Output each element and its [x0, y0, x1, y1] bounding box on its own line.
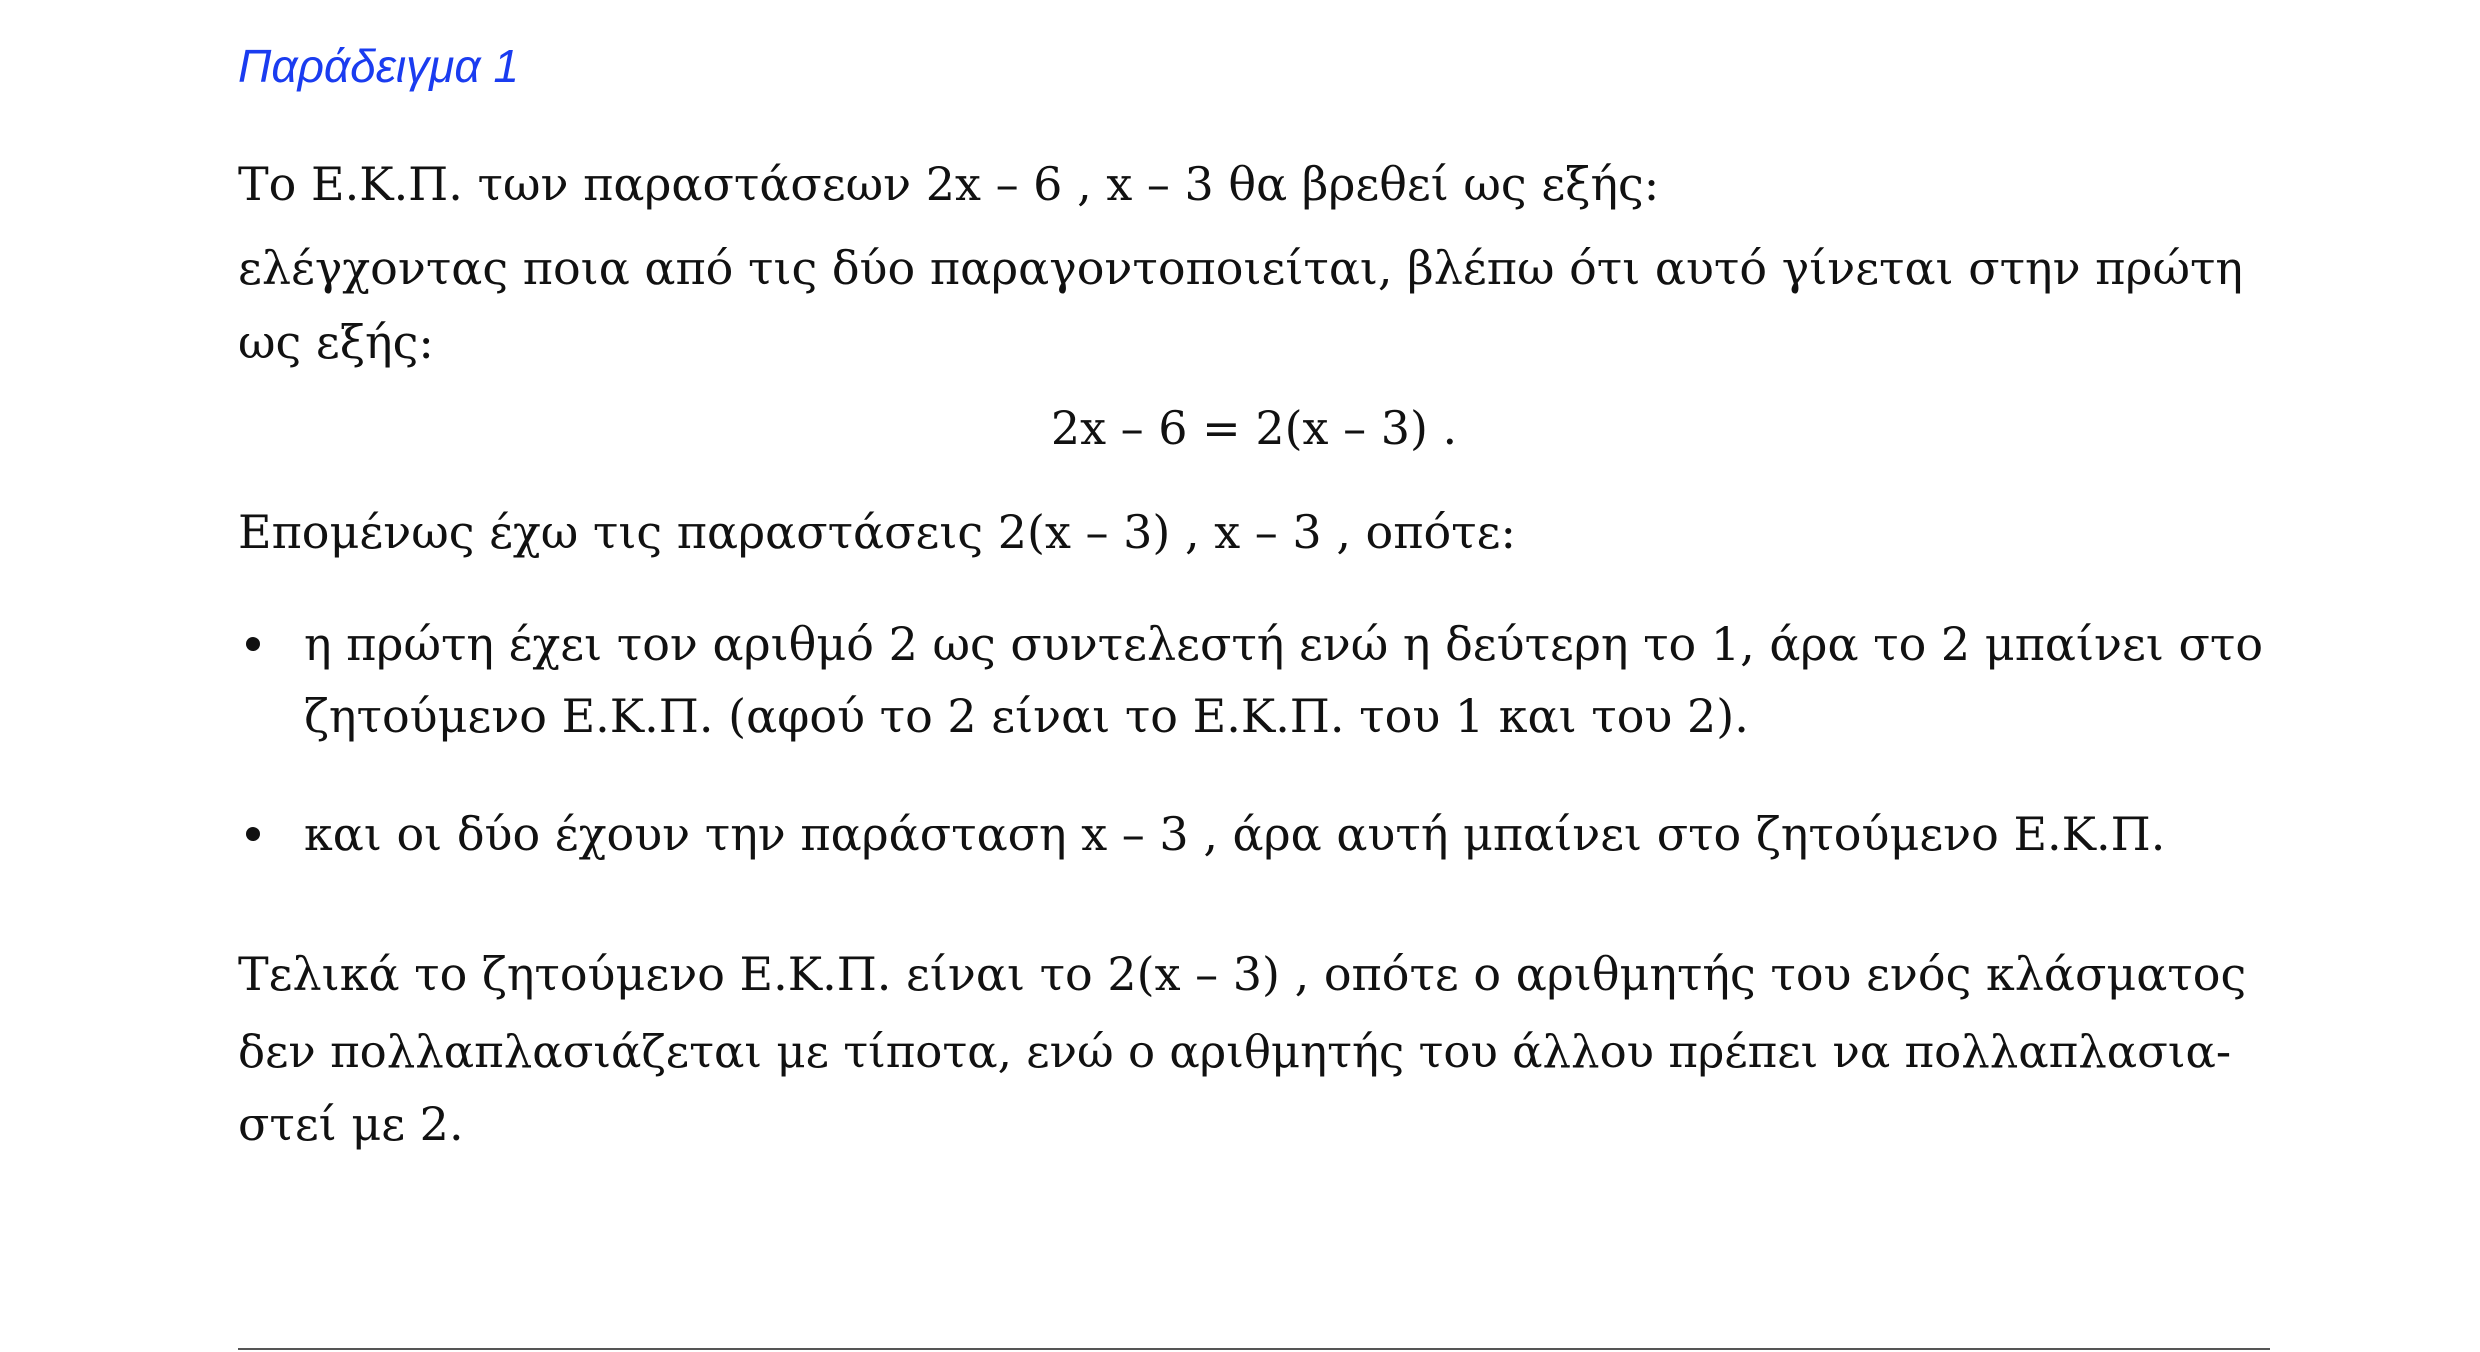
paragraph-1-line-1: Το Ε.Κ.Π. των παραστάσεων 2x – 6 , x – 3 θα βρεθεί ως εξής: [238, 157, 1660, 211]
bullet-icon [246, 637, 260, 651]
paragraph-3-line-2: δεν πολλαπλασιάζεται με τίποτα, ενώ ο αριθμητής του άλλου πρέπει να πολλαπλασια- [238, 1025, 2232, 1078]
document-page [238, 0, 2270, 1352]
paragraph-2: Επομένως έχω τις παραστάσεις 2(x – 3) , x – 3 , οπότε: [238, 505, 1516, 559]
bullet-2-line-1: και οι δύο έχουν την παράσταση x – 3 , άρα αυτή μπαίνει στο ζητούμενο Ε.Κ.Π. [304, 807, 2166, 861]
bullet-icon [246, 827, 260, 841]
example-title: Παράδειγμα 1 [238, 40, 519, 92]
factorization-equation: 2x – 6 = 2(x – 3) . [1050, 401, 1458, 455]
paragraph-3-line-3: στεί με 2. [238, 1097, 464, 1151]
bullet-1-line-2: ζητούμενο Ε.Κ.Π. (αφού το 2 είναι το Ε.Κ.Π. του 1 και του 2). [304, 689, 1749, 743]
bottom-divider [238, 1348, 2270, 1350]
paragraph-1-line-2: ελέγχοντας ποια από τις δύο παραγοντοποιείται, βλέπω ότι αυτό γίνεται στην πρώτη [238, 241, 2243, 295]
paragraph-3-line-1: Τελικά το ζητούμενο Ε.Κ.Π. είναι το 2(x – 3) , οπότε ο αριθμητής του ενός κλάσματος [238, 947, 2247, 1001]
bullet-1-line-1: η πρώτη έχει τον αριθμό 2 ως συντελεστή ενώ η δεύτερη το 1, άρα το 2 μπαίνει στο [304, 617, 2264, 671]
paragraph-1-line-3: ως εξής: [238, 315, 434, 369]
